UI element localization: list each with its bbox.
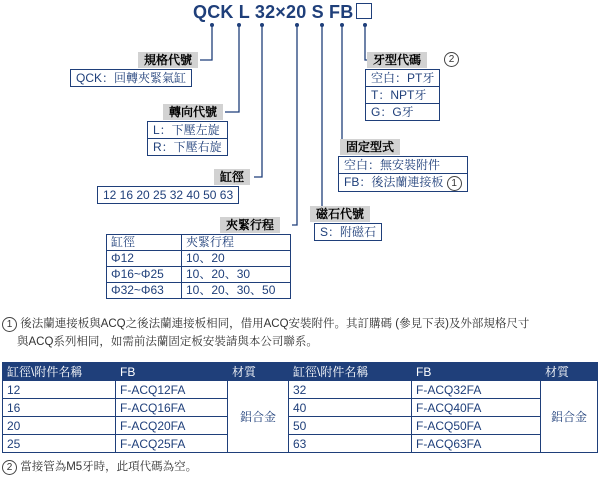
rotation-option-r: R：下壓右旋: [148, 138, 227, 155]
bore-values: 12 16 20 25 32 40 50 63: [97, 186, 239, 204]
stroke-bore-cell: Φ16~Φ25: [107, 267, 182, 283]
table-row: [107, 283, 291, 299]
fb-part-cell: F-ACQ32FA: [412, 381, 541, 399]
fb-part-cell: F-ACQ40FA: [412, 399, 541, 417]
mounting-option-fb-text: FB：後法蘭連接板: [344, 175, 444, 189]
thread-option-npt: T：NPT牙: [366, 86, 439, 103]
rotation-options: [147, 121, 228, 156]
stroke-value-cell: 10、20、30: [182, 267, 291, 283]
note-1: [2, 315, 529, 333]
fb-header-material-right: 材質: [541, 363, 598, 381]
fb-header-material-left: 材質: [228, 363, 289, 381]
thread-code-placeholder-box: [356, 3, 372, 19]
note-1-mark: 1: [2, 317, 17, 332]
spec-code-label: 規格代號: [138, 52, 198, 68]
stroke-value-cell: 10、20: [182, 251, 291, 267]
fb-material-left: 鋁合金: [228, 381, 289, 453]
bore-label: 缸徑: [214, 169, 250, 185]
note-1-marker: 1: [447, 176, 462, 191]
note-2-mark: 2: [2, 460, 17, 475]
table-row: [3, 417, 598, 435]
table-row: [107, 267, 291, 283]
fb-part-cell: F-ACQ50FA: [412, 417, 541, 435]
fb-bore-cell: 12: [3, 381, 116, 399]
stroke-table: [106, 234, 291, 299]
stroke-header-bore: 缸徑: [107, 235, 182, 251]
fb-part-cell: F-ACQ25FA: [116, 435, 228, 453]
table-row: [3, 435, 598, 453]
fb-header-bore-right: 缸徑\附件名稱: [289, 363, 412, 381]
fb-header-fb-left: FB: [116, 363, 228, 381]
fb-bore-cell: 16: [3, 399, 116, 417]
magnet-code-value: S：附磁石: [314, 223, 382, 241]
spec-code-value: QCK：回轉夾緊氣缸: [70, 69, 192, 87]
fb-part-cell: F-ACQ63FA: [412, 435, 541, 453]
table-row: [3, 381, 598, 399]
table-row: [3, 399, 598, 417]
fb-part-cell: F-ACQ12FA: [116, 381, 228, 399]
note-1-line-1: 後法蘭連接板與ACQ之後法蘭連接板相同，借用ACQ安裝附件。其訂購碼 (參見下表)及外部規格尺寸: [20, 318, 530, 330]
mounting-option-fb: [339, 173, 467, 191]
rotation-option-l: L：下壓左旋: [153, 123, 220, 137]
stroke-header-stroke: 夾緊行程: [182, 235, 291, 251]
note-2-text: 當接管為M5牙時，此項代碼為空。: [20, 461, 198, 473]
rotation-code-label: 轉向代號: [163, 104, 223, 120]
mounting-type-label: 固定型式: [340, 139, 400, 155]
fb-bore-cell: 50: [289, 417, 412, 435]
fb-bore-cell: 32: [289, 381, 412, 399]
fb-accessory-table: [2, 362, 598, 453]
fb-header-bore-left: 缸徑\附件名稱: [3, 363, 116, 381]
stroke-label: 夾緊行程: [220, 217, 280, 233]
thread-option-g: G：G牙: [366, 103, 439, 120]
mounting-option-blank: 空白：無安裝附件: [344, 158, 441, 172]
model-code-text: QCK L 32×20 S FB: [193, 2, 354, 22]
stroke-bore-cell: Φ32~Φ63: [107, 283, 182, 299]
stroke-bore-cell: Φ12: [107, 251, 182, 267]
magnet-code-label: 磁石代號: [310, 206, 370, 222]
note-2: [2, 458, 197, 476]
fb-bore-cell: 25: [3, 435, 116, 453]
fb-material-right: 鋁合金: [541, 381, 598, 453]
fb-part-cell: F-ACQ20FA: [116, 417, 228, 435]
fb-header-fb-right: FB: [412, 363, 541, 381]
fb-bore-cell: 20: [3, 417, 116, 435]
thread-option-pt: 空白：PT牙: [371, 71, 435, 85]
fb-bore-cell: 63: [289, 435, 412, 453]
table-row: [107, 251, 291, 267]
fb-bore-cell: 40: [289, 399, 412, 417]
stroke-table-header: [107, 235, 291, 251]
model-code: [193, 2, 372, 23]
thread-type-options: [365, 69, 440, 121]
fb-part-cell: F-ACQ16FA: [116, 399, 228, 417]
thread-type-label: 牙型代碼: [367, 52, 427, 68]
note-1-line-2: 與ACQ系列相同，如需前法蘭固定板安裝請與本公司聯系。: [17, 336, 318, 348]
stroke-value-cell: 10、20、30、50: [182, 283, 291, 299]
fb-table-header: [3, 363, 598, 381]
mounting-type-options: [338, 156, 468, 192]
note-2-marker: 2: [444, 52, 459, 67]
